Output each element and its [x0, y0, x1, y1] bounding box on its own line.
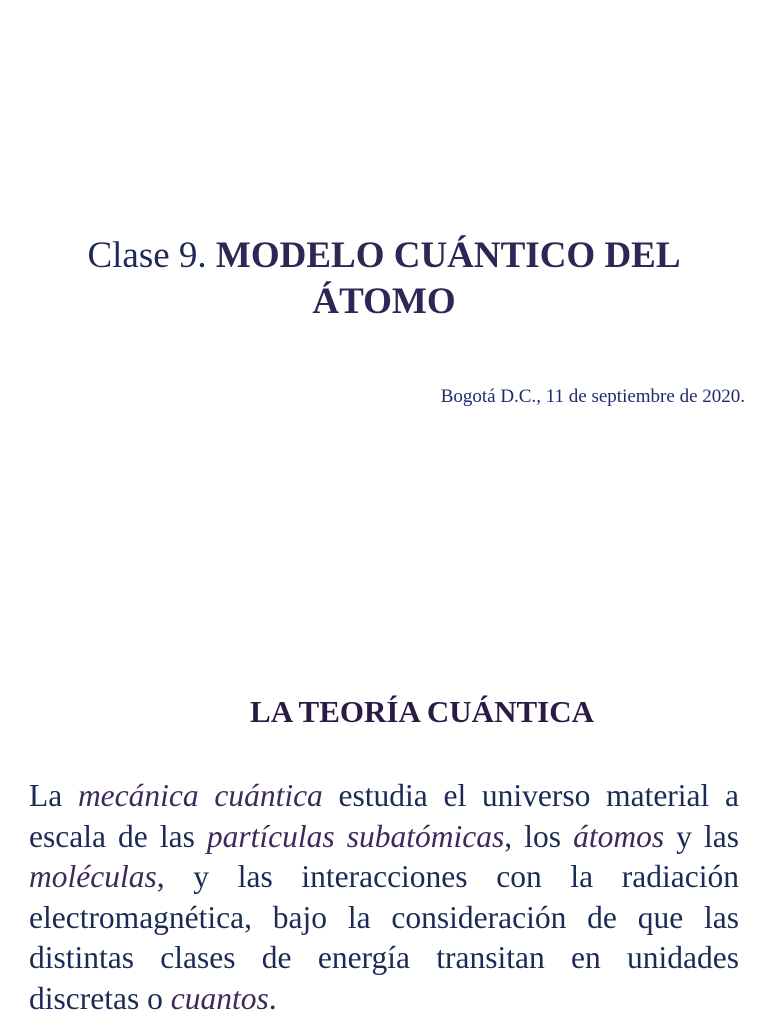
italic-term: partículas subatómicas: [206, 818, 505, 854]
text-run: y las: [664, 818, 739, 854]
italic-term: átomos: [573, 818, 665, 854]
text-run: .: [268, 980, 277, 1016]
italic-term: cuantos: [170, 980, 269, 1016]
date-line: Bogotá D.C., 11 de septiembre de 2020.: [440, 386, 745, 407]
title-bold-line1: MODELO CUÁNTICO DEL: [215, 235, 681, 276]
text-run: , y las interacciones con la radiación electromagnética, bajo la consideración de que las distintas clases de energía transitan en unidades discretas o: [29, 859, 739, 1016]
text-run: , los: [504, 818, 574, 854]
content-slide: [0, 640, 768, 1024]
slide-title: [40, 233, 728, 325]
title-prefix: Clase 9.: [87, 235, 216, 276]
text-run: La: [29, 778, 78, 813]
title-bold-line2: ÁTOMO: [312, 281, 456, 322]
section-heading: LA TEORÍA CUÁNTICA: [250, 694, 594, 729]
italic-term: mecánica cuántica: [77, 778, 323, 813]
body-paragraph: [29, 776, 739, 1019]
italic-term: moléculas: [29, 859, 157, 894]
text-run: estudia el universo material a escala de las: [29, 778, 739, 854]
